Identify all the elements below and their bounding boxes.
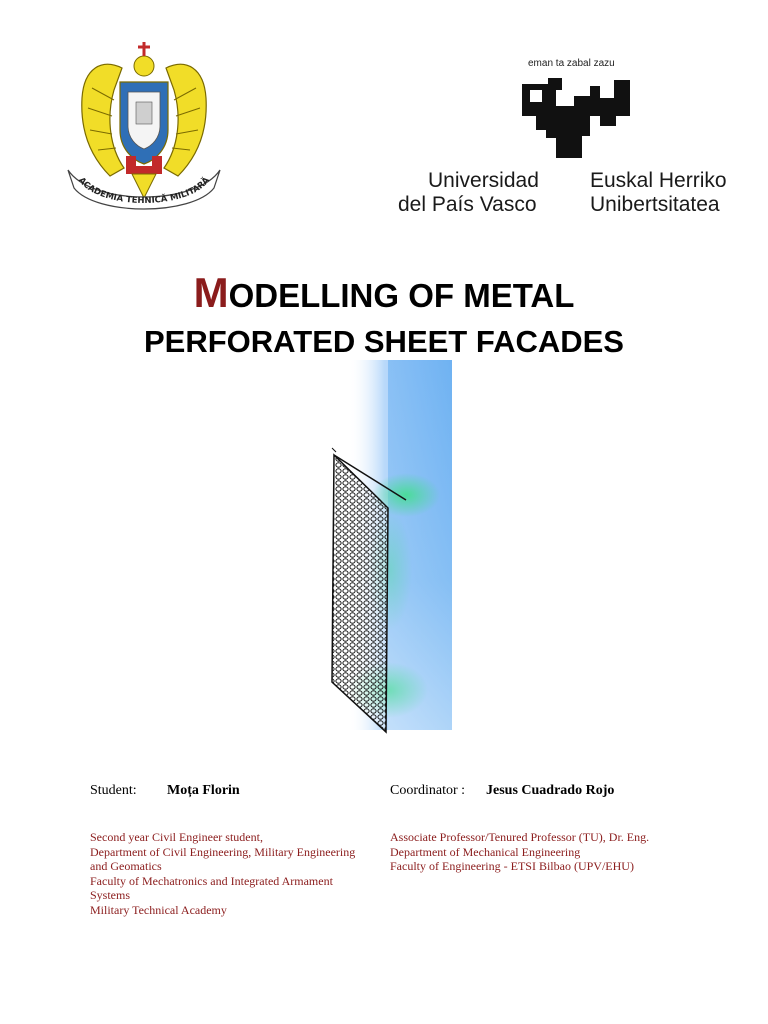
title-initial-letter: M [193,269,229,316]
student-detail-line: Department of Civil Engineering, Military Engineering [90,844,356,859]
document-title-line-1 [0,268,768,321]
university-name-es-line-1: Universidad [428,169,539,192]
document-title-line-2: PERFORATED SHEET FACADES [144,324,624,359]
student-detail-line: and Geomatics [90,859,162,874]
student-detail-line: Second year Civil Engineer student, [90,830,263,844]
coordinator-detail-line: Faculty of Engineering - ETSI Bilbao (UPV/EHU) [390,859,634,874]
coordinator-detail-line: Associate Professor/Tenured Professor (TU), Dr. Eng. [390,830,650,844]
student-details [90,830,375,918]
military-academy-crest-logo [62,38,226,220]
coordinator-detail-line: Department of Mechanical Engineering [390,844,581,859]
title-line-1-text: ODELLING OF METAL [228,277,575,314]
student-detail-line: Military Technical Academy [90,902,227,917]
cfd-simulation-figure [328,360,452,738]
university-name-eu-line-1: Euskal Herriko [590,169,727,192]
university-name-eu-line-2: Unibertsitatea [590,193,720,216]
university-motto: eman ta zabal zazu [528,58,615,69]
university-tree-mark-icon [518,76,634,160]
coordinator-label: Coordinator : [390,783,466,798]
coordinator-details [390,830,690,874]
crest-ring-text: ACADEMIA TEHNICĂ MILITARĂ [76,175,212,207]
coordinator-name: Jesus Cuadrado Rojo [486,783,615,798]
student-detail-line: Faculty of Mechatronics and Integrated Armament [90,873,333,888]
student-detail-line: Systems [90,888,131,903]
student-label: Student: [90,783,137,798]
student-name: Moța Florin [167,783,240,798]
university-name-es-line-2: del País Vasco [398,193,537,216]
